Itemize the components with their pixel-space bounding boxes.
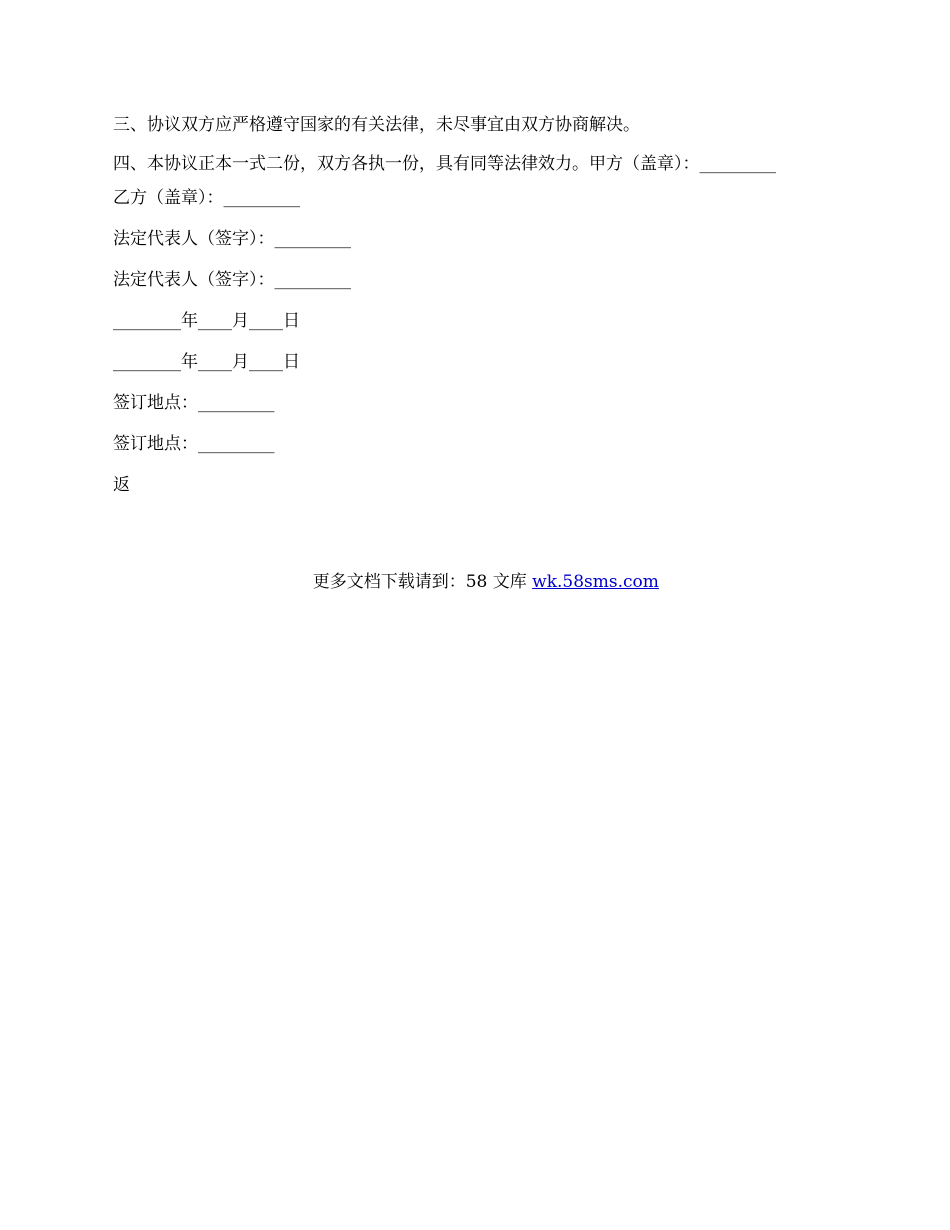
trailing-char: 返 xyxy=(113,475,130,495)
signing-place-line-a: 签订地点：_________ xyxy=(113,393,275,413)
date-line-b: ________年____月____日 xyxy=(113,352,300,372)
legal-rep-signature-line-b: 法定代表人（签字）：_________ xyxy=(113,270,351,290)
legal-rep-signature-line-a: 法定代表人（签字）：_________ xyxy=(113,229,351,249)
signing-place-line-b: 签订地点：_________ xyxy=(113,434,275,454)
footer-link[interactable]: wk.58sms.com xyxy=(532,572,659,592)
clause-three: 三、协议双方应严格遵守国家的有关法律，未尽事宜由双方协商解决。 xyxy=(113,115,640,135)
document-body xyxy=(113,112,841,513)
party-b-seal-line: 乙方（盖章）：_________ xyxy=(113,188,300,208)
footer-text: 更多文档下载请到：58 文库 xyxy=(312,572,533,592)
download-footer xyxy=(0,543,950,621)
date-line-a: ________年____月____日 xyxy=(113,311,300,331)
clause-four: 四、本协议正本一式二份，双方各执一份，具有同等法律效力。甲方（盖章）：_________ xyxy=(113,154,776,174)
